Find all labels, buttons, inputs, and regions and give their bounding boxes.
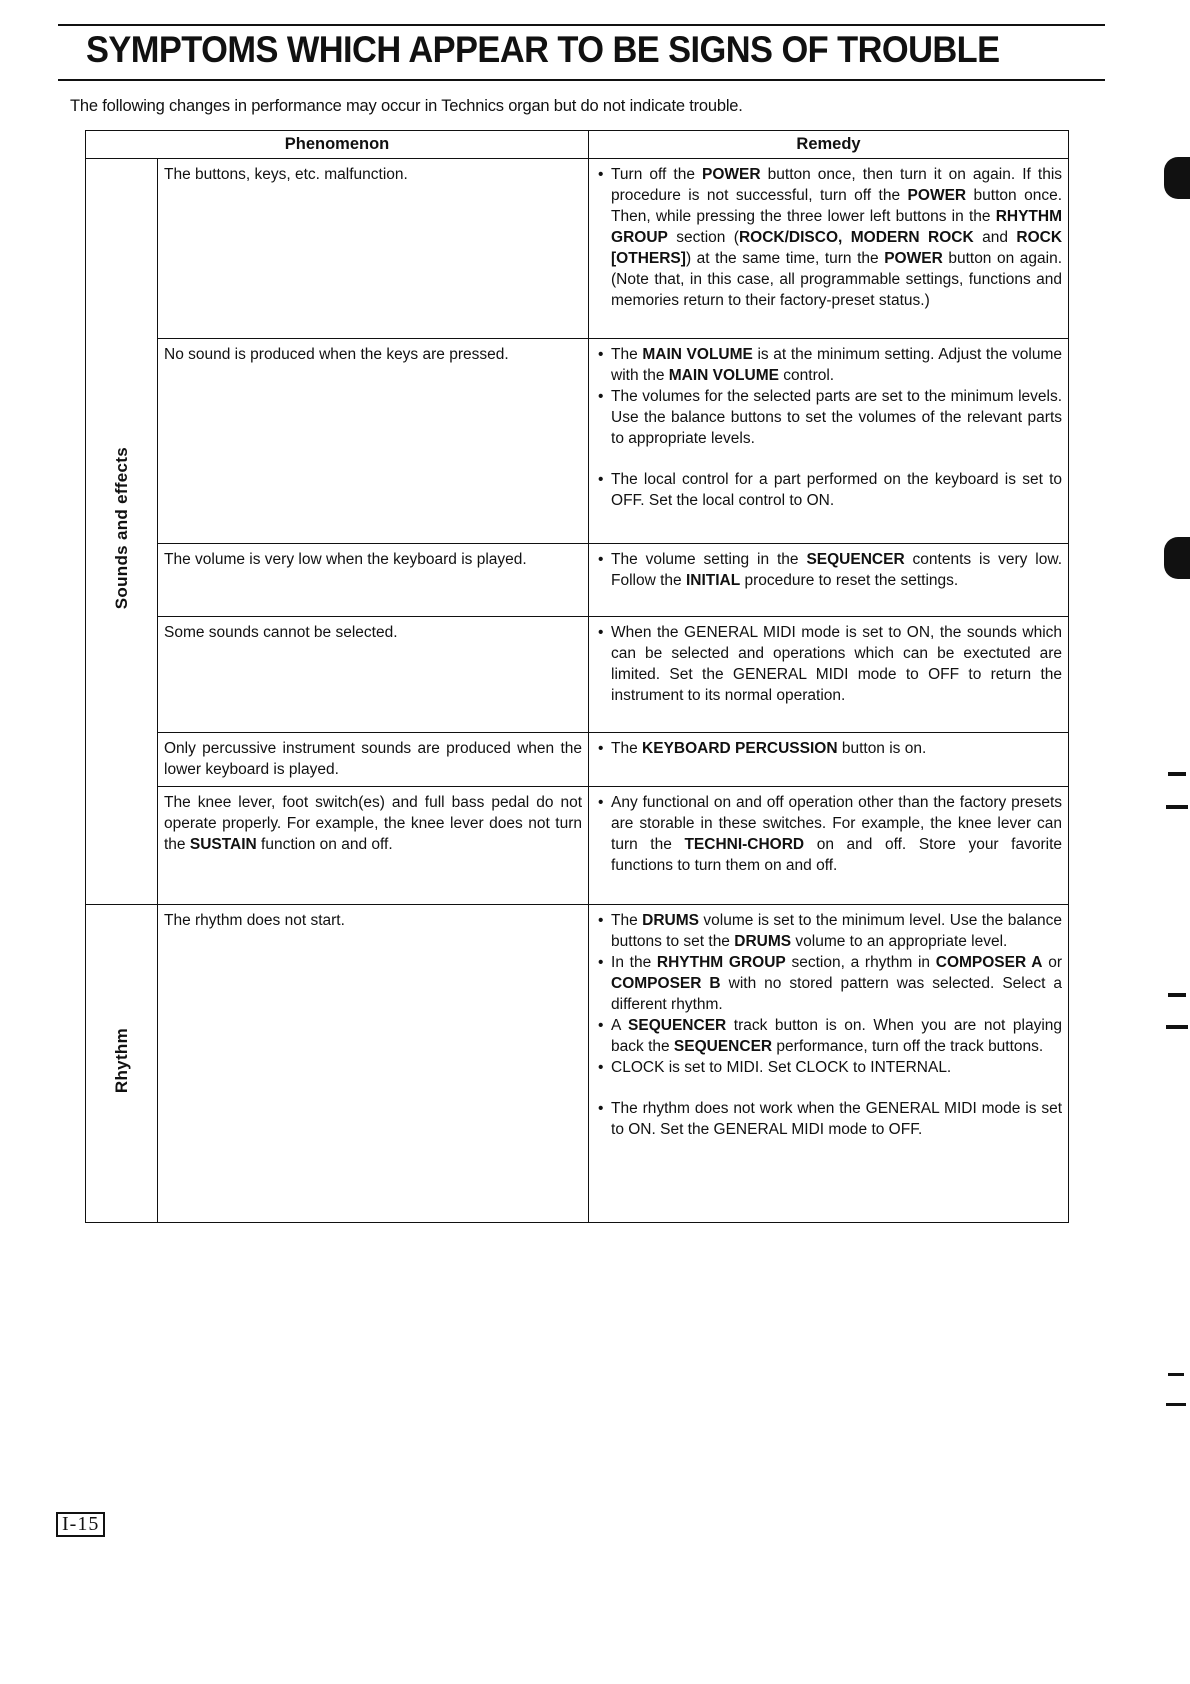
edge-tab-marker xyxy=(1164,537,1190,579)
edge-dash-marker xyxy=(1168,993,1186,997)
edge-dash-marker xyxy=(1166,805,1188,809)
phenomenon-cell: Only percussive instrument sounds are produced when the lower keyboard is played. xyxy=(158,733,589,787)
category-cell xyxy=(86,905,158,1223)
remedy-cell xyxy=(589,733,1069,787)
table-row xyxy=(86,905,1069,1223)
page-title: SYMPTOMS WHICH APPEAR TO BE SIGNS OF TROUBLE xyxy=(86,29,1000,70)
table-row xyxy=(86,159,1069,339)
category-label-rhythm: Rhythm xyxy=(112,1027,131,1094)
phenomenon-cell: Some sounds cannot be selected. xyxy=(158,617,589,733)
remedy-cell xyxy=(589,787,1069,905)
remedy-cell xyxy=(589,159,1069,339)
remedy-item: • The volume setting in the SEQUENCER contents is very low. Follow the INITIAL procedure to reset the settings. xyxy=(595,549,1062,591)
phenomenon-cell: No sound is produced when the keys are pressed. xyxy=(158,339,589,544)
intro-text: The following changes in performance may occur in Technics organ but do not indicate trouble. xyxy=(70,97,743,115)
category-cell xyxy=(86,159,158,905)
title-rule-top xyxy=(58,24,1105,26)
remedy-item: • The volumes for the selected parts are set to the minimum levels. Use the balance buttons to set the volumes of the relevant parts to appropriate levels. xyxy=(595,386,1062,449)
remedy-header: Remedy xyxy=(589,131,1069,159)
table-row xyxy=(86,617,1069,733)
remedy-item: • A SEQUENCER track button is on. When you are not playing back the SEQUENCER performance, turn off the track buttons. xyxy=(595,1015,1062,1057)
edge-dash-marker xyxy=(1166,1025,1188,1029)
remedy-cell xyxy=(589,544,1069,617)
phenomenon-cell: The buttons, keys, etc. malfunction. xyxy=(158,159,589,339)
remedy-item: • When the GENERAL MIDI mode is set to ON, the sounds which can be selected and operations which can be exectuted are limited. Set the GENERAL MIDI mode to OFF to return the instrument to its normal operation. xyxy=(595,622,1062,706)
page-number: I-15 xyxy=(56,1512,105,1537)
table-row xyxy=(86,544,1069,617)
remedy-cell xyxy=(589,339,1069,544)
edge-dash-marker xyxy=(1166,1403,1186,1406)
remedy-item: • The KEYBOARD PERCUSSION button is on. xyxy=(595,738,1062,759)
category-label-sounds: Sounds and effects xyxy=(112,447,131,610)
remedy-item: • The rhythm does not work when the GENERAL MIDI mode is set to ON. Set the GENERAL MIDI mode to OFF. xyxy=(595,1098,1062,1140)
remedy-item: • The MAIN VOLUME is at the minimum setting. Adjust the volume with the MAIN VOLUME control. xyxy=(595,344,1062,386)
phenomenon-cell: The knee lever, foot switch(es) and full bass pedal do not operate properly. For example, the knee lever does not turn the SUSTAIN function on and off. xyxy=(158,787,589,905)
table-header-row xyxy=(86,131,1069,159)
remedy-item: • Turn off the POWER button once, then turn it on again. If this procedure is not successful, turn off the POWER button once. Then, while pressing the three lower left buttons in the RHYTHM GROUP section (ROCK/DISCO, MODERN ROCK and ROCK [OTHERS]) at the same time, turn the POWER button on again. (Note that, in this case, all programmable settings, functions and memories return to their factory-preset status.) xyxy=(595,164,1062,311)
remedy-item: • The local control for a part performed on the keyboard is set to OFF. Set the local control to ON. xyxy=(595,469,1062,511)
remedy-cell xyxy=(589,905,1069,1223)
title-rule-bottom xyxy=(58,79,1105,81)
remedy-item: • In the RHYTHM GROUP section, a rhythm in COMPOSER A or COMPOSER B with no stored pattern was selected. Select a different rhythm. xyxy=(595,952,1062,1015)
remedy-item: • Any functional on and off operation other than the factory presets are storable in these switches. For example, the knee lever can turn the TECHNI-CHORD on and off. Store your favorite functions to turn them on and off. xyxy=(595,792,1062,876)
phenomenon-cell: The rhythm does not start. xyxy=(158,905,589,1223)
table-row xyxy=(86,733,1069,787)
phenomenon-cell: The volume is very low when the keyboard is played. xyxy=(158,544,589,617)
edge-dash-marker xyxy=(1168,772,1186,776)
edge-tab-marker xyxy=(1164,157,1190,199)
table-row xyxy=(86,339,1069,544)
remedy-cell xyxy=(589,617,1069,733)
phenomenon-header: Phenomenon xyxy=(86,131,589,159)
table-row xyxy=(86,787,1069,905)
edge-dash-marker xyxy=(1168,1373,1184,1376)
trouble-table xyxy=(85,130,1069,1223)
remedy-item: • The DRUMS volume is set to the minimum level. Use the balance buttons to set the DRUMS volume to an appropriate level. xyxy=(595,910,1062,952)
remedy-item: • CLOCK is set to MIDI. Set CLOCK to INTERNAL. xyxy=(595,1057,1062,1078)
